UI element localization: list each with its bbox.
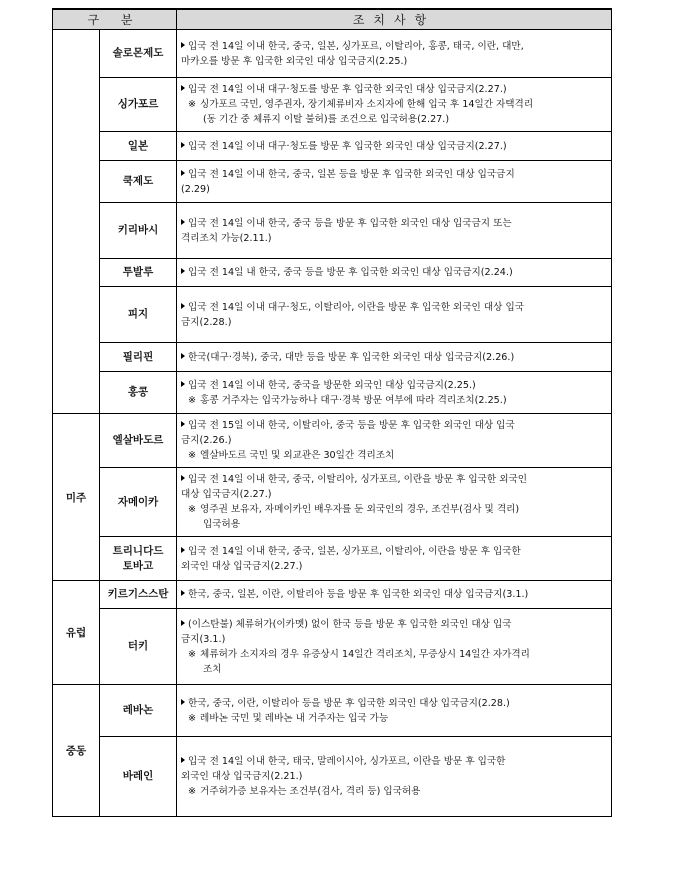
note-text: (동 기간 중 체류지 이탈 불허)를 조건으로 입국허용(2.27.) bbox=[203, 114, 450, 125]
note-line bbox=[181, 502, 605, 517]
measure-line bbox=[181, 39, 605, 54]
table-row bbox=[53, 161, 612, 203]
country-cell: 쿡제도 bbox=[100, 161, 177, 203]
measure-text: 입국 전 14일 이내 한국, 중국, 일본, 싱가포르, 이탈리아, 이란을 방문 후 입국한 bbox=[188, 545, 521, 557]
measure-text: 외국인 대상 입국금지(2.21.) bbox=[181, 771, 303, 782]
measure-text: 입국 전 14일 이내 한국, 중국, 일본 등을 방문 후 입국한 외국인 대상 입국금지 bbox=[188, 168, 515, 180]
table-row bbox=[53, 343, 612, 372]
measure-line bbox=[181, 378, 605, 393]
table-row bbox=[53, 287, 612, 343]
measure-text: 입국 전 14일 이내 한국, 중국을 방문한 외국인 대상 입국금지(2.25.) bbox=[188, 379, 476, 391]
country-cell: 싱가포르 bbox=[100, 78, 177, 132]
measure-cell bbox=[177, 537, 612, 581]
measure-cell bbox=[177, 161, 612, 203]
arrow-bullet-icon bbox=[181, 303, 185, 309]
note-text: 영주권 보유자, 자메이카인 배우자를 둔 외국인의 경우, 조건부(검사 및 격리) bbox=[200, 504, 520, 515]
country-cell: 홍콩 bbox=[100, 372, 177, 414]
measure-text: 입국 전 14일 이내 한국, 중국, 일본, 싱가포르, 이탈리아, 홍콩, 태국, 이란, 대만, bbox=[188, 40, 524, 52]
country-cell: 자메이카 bbox=[100, 468, 177, 537]
measure-text: 한국, 중국, 일본, 이란, 이탈리아 등을 방문 후 입국한 외국인 대상 입국금지(3.1.) bbox=[188, 589, 529, 600]
note-line bbox=[181, 448, 605, 463]
measure-text: (2.29) bbox=[181, 183, 210, 195]
note-text: 엘살바도르 국민 및 외교관은 30일간 격리조치 bbox=[200, 450, 395, 461]
arrow-bullet-icon bbox=[181, 42, 185, 48]
measure-cell bbox=[177, 468, 612, 537]
measure-cell bbox=[177, 609, 612, 685]
measure-line bbox=[181, 139, 605, 154]
measure-cell bbox=[177, 685, 612, 737]
table-body bbox=[53, 30, 612, 817]
note-text: 체류허가 소지자의 경우 유증상시 14일간 격리조치, 무증상시 14일간 자가격리 bbox=[200, 648, 530, 660]
reference-mark-icon: ※ bbox=[188, 712, 197, 724]
note-text: 거주허가증 보유자는 조건부(검사, 격리 등) 입국허용 bbox=[200, 786, 421, 797]
measure-line bbox=[181, 769, 605, 784]
country-cell: 피지 bbox=[100, 287, 177, 343]
measure-line bbox=[181, 350, 605, 365]
reference-mark-icon: ※ bbox=[188, 648, 197, 660]
reference-mark-icon: ※ bbox=[188, 450, 197, 461]
table-row bbox=[53, 78, 612, 132]
measure-line bbox=[181, 82, 605, 97]
table-row bbox=[53, 372, 612, 414]
country-cell: 엘살바도르 bbox=[100, 414, 177, 468]
reference-mark-icon: ※ bbox=[188, 99, 197, 110]
note-continuation bbox=[181, 662, 605, 677]
header-measure: 조치사항 bbox=[177, 9, 612, 30]
country-cell: 일본 bbox=[100, 132, 177, 161]
table-row bbox=[53, 581, 612, 609]
arrow-bullet-icon bbox=[181, 353, 185, 359]
region-cell bbox=[53, 30, 100, 414]
measure-text: 입국 전 14일 이내 한국, 중국, 이탈리아, 싱가포르, 이란을 방문 후 입국한 외국인 bbox=[188, 474, 528, 485]
country-cell: 바레인 bbox=[100, 737, 177, 817]
measure-cell bbox=[177, 259, 612, 287]
measure-line bbox=[181, 216, 605, 231]
note-line bbox=[181, 97, 605, 112]
measure-line bbox=[181, 754, 605, 769]
measure-cell bbox=[177, 581, 612, 609]
header-category: 구 분 bbox=[53, 9, 177, 30]
measure-text: 격리조치 가능(2.11.) bbox=[181, 232, 272, 244]
measure-line bbox=[181, 544, 605, 559]
table-header-row bbox=[53, 9, 612, 30]
measure-cell bbox=[177, 132, 612, 161]
arrow-bullet-icon bbox=[181, 475, 185, 481]
measure-line bbox=[181, 559, 605, 574]
arrow-bullet-icon bbox=[181, 85, 185, 91]
table-row bbox=[53, 414, 612, 468]
reference-mark-icon: ※ bbox=[188, 394, 197, 406]
measure-line bbox=[181, 167, 605, 182]
measure-cell bbox=[177, 343, 612, 372]
arrow-bullet-icon bbox=[181, 268, 185, 274]
country-cell: 키르기스스탄 bbox=[100, 581, 177, 609]
note-continuation bbox=[181, 517, 605, 532]
measure-line bbox=[181, 418, 605, 433]
note-line bbox=[181, 393, 605, 408]
table-row bbox=[53, 132, 612, 161]
country-cell: 솔로몬제도 bbox=[100, 30, 177, 78]
measure-line bbox=[181, 433, 605, 448]
table-row bbox=[53, 537, 612, 581]
country-cell: 터키 bbox=[100, 609, 177, 685]
note-text: 레바논 국민 및 레바논 내 거주자는 입국 가능 bbox=[200, 712, 389, 724]
measure-line bbox=[181, 315, 605, 330]
country-cell: 키리바시 bbox=[100, 203, 177, 259]
measure-cell bbox=[177, 30, 612, 78]
measure-cell bbox=[177, 737, 612, 817]
measure-text: 마카오를 방문 후 입국한 외국인 대상 입국금지(2.25.) bbox=[181, 55, 408, 67]
country-cell: 투발루 bbox=[100, 259, 177, 287]
measure-cell bbox=[177, 372, 612, 414]
measure-text: 금지(2.28.) bbox=[181, 316, 232, 328]
table-row bbox=[53, 737, 612, 817]
measure-text: 금지(2.26.) bbox=[181, 435, 232, 446]
arrow-bullet-icon bbox=[181, 421, 185, 427]
measure-text: 입국 전 14일 이내 한국, 중국 등을 방문 후 입국한 외국인 대상 입국금지 또는 bbox=[188, 217, 512, 229]
note-text: 싱가포르 국민, 영주권자, 장기체류비자 소지자에 한해 입국 후 14일간 자택격리 bbox=[200, 99, 534, 110]
measure-line bbox=[181, 54, 605, 69]
measure-text: 한국, 중국, 이란, 이탈리아 등을 방문 후 입국한 외국인 대상 입국금지(2.28.) bbox=[188, 697, 510, 709]
measure-text: 한국(대구·경북), 중국, 대만 등을 방문 후 입국한 외국인 대상 입국금지(2.26.) bbox=[188, 351, 515, 363]
note-line bbox=[181, 647, 605, 662]
arrow-bullet-icon bbox=[181, 381, 185, 387]
table-row bbox=[53, 203, 612, 259]
region-cell: 미주 bbox=[53, 414, 100, 581]
measure-text: 입국 전 14일 이내 대구·청도를 방문 후 입국한 외국인 대상 입국금지(2.27.) bbox=[188, 140, 507, 152]
table-row bbox=[53, 30, 612, 78]
arrow-bullet-icon bbox=[181, 142, 185, 148]
measure-line bbox=[181, 300, 605, 315]
note-continuation bbox=[181, 112, 605, 127]
measure-text: (이스탄불) 체류허가(이카멧) 없이 한국 등을 방문 후 입국한 외국인 대상 입국 bbox=[188, 618, 512, 630]
table-row bbox=[53, 259, 612, 287]
measure-line bbox=[181, 487, 605, 502]
measure-cell bbox=[177, 287, 612, 343]
table-row bbox=[53, 468, 612, 537]
arrow-bullet-icon bbox=[181, 590, 185, 596]
table-row bbox=[53, 609, 612, 685]
note-text: 입국허용 bbox=[203, 519, 241, 530]
country-cell: 필리핀 bbox=[100, 343, 177, 372]
reference-mark-icon: ※ bbox=[188, 504, 197, 515]
arrow-bullet-icon bbox=[181, 547, 185, 553]
arrow-bullet-icon bbox=[181, 170, 185, 176]
arrow-bullet-icon bbox=[181, 757, 185, 763]
measure-cell bbox=[177, 414, 612, 468]
measure-text: 입국 전 14일 이내 한국, 태국, 말레이시아, 싱가포르, 이란을 방문 후 입국한 bbox=[188, 756, 506, 767]
measure-text: 입국 전 15일 이내 한국, 이탈리아, 중국 등을 방문 후 입국한 외국인 대상 입국 bbox=[188, 420, 515, 431]
region-cell: 중동 bbox=[53, 685, 100, 817]
arrow-bullet-icon bbox=[181, 699, 185, 705]
country-cell: 레바논 bbox=[100, 685, 177, 737]
region-cell: 유럽 bbox=[53, 581, 100, 685]
measure-text: 외국인 대상 입국금지(2.27.) bbox=[181, 560, 303, 572]
measure-text: 금지(3.1.) bbox=[181, 633, 226, 645]
arrow-bullet-icon bbox=[181, 620, 185, 626]
measure-line bbox=[181, 587, 605, 602]
note-text: 조치 bbox=[203, 663, 222, 675]
entry-restriction-table bbox=[52, 8, 612, 817]
measure-line bbox=[181, 696, 605, 711]
note-line bbox=[181, 711, 605, 726]
country-cell: 트리니다드 토바고 bbox=[100, 537, 177, 581]
measure-text: 대상 입국금지(2.27.) bbox=[181, 489, 272, 500]
reference-mark-icon: ※ bbox=[188, 786, 197, 797]
measure-cell bbox=[177, 78, 612, 132]
measure-line bbox=[181, 472, 605, 487]
measure-line bbox=[181, 182, 605, 197]
measure-text: 입국 전 14일 이내 대구·청도를 방문 후 입국한 외국인 대상 입국금지(2.27.) bbox=[188, 84, 507, 95]
arrow-bullet-icon bbox=[181, 219, 185, 225]
table-row bbox=[53, 685, 612, 737]
measure-text: 입국 전 14일 이내 대구·청도, 이탈리아, 이란을 방문 후 입국한 외국인 대상 입국 bbox=[188, 301, 524, 313]
note-line bbox=[181, 784, 605, 799]
measure-cell bbox=[177, 203, 612, 259]
measure-text: 입국 전 14일 내 한국, 중국 등을 방문 후 입국한 외국인 대상 입국금지(2.24.) bbox=[188, 267, 513, 278]
measure-line bbox=[181, 231, 605, 246]
measure-line bbox=[181, 632, 605, 647]
measure-line bbox=[181, 617, 605, 632]
measure-line bbox=[181, 265, 605, 280]
note-text: 홍콩 거주자는 입국가능하나 대구·경북 방문 여부에 따라 격리조치(2.25.) bbox=[200, 394, 507, 406]
